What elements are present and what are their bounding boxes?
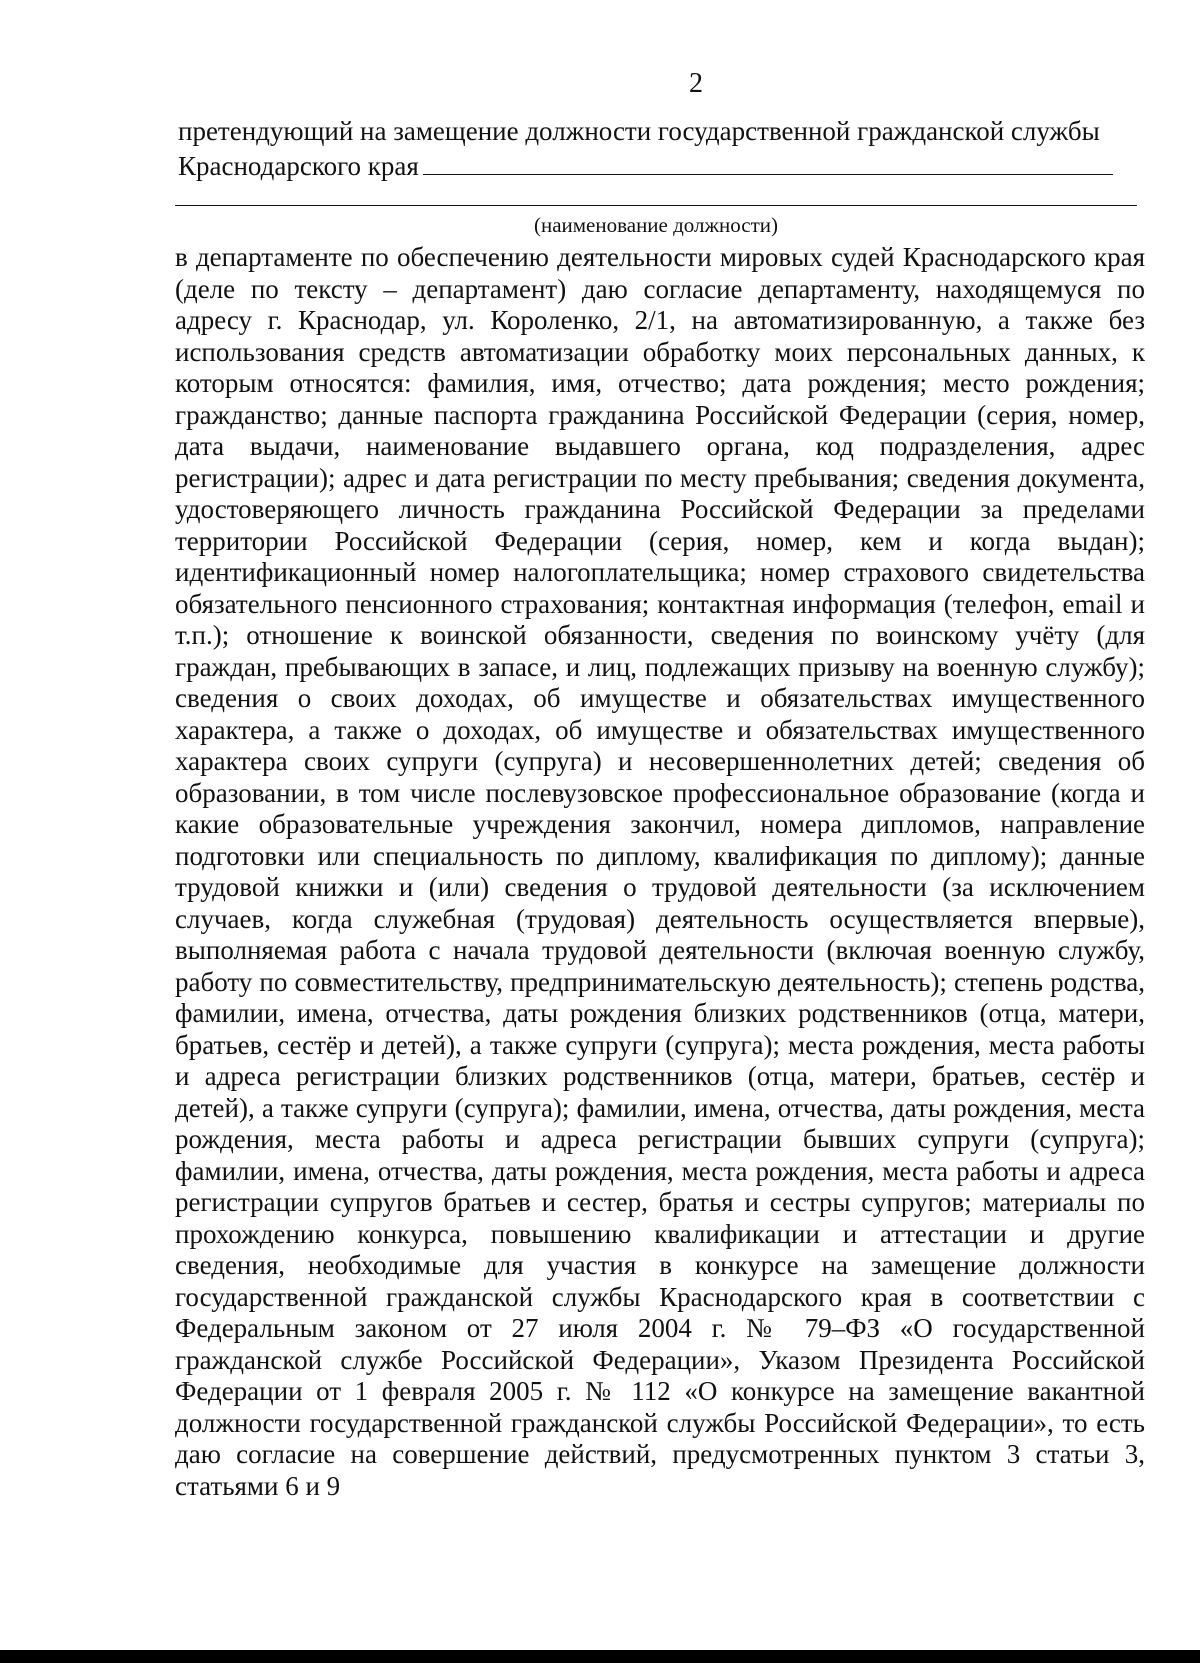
- consent-body-text: в департаменте по обеспечению деятельности мировых судей Краснодарского края (деле по тексту – департамент) даю согласие департаменту, находящемуся по адресу г. Краснодар, ул. Короленко, 2/1, на автоматизированную, а также без использования средств автоматизации обработку моих персональных данных, к которым относятся: фамилия, имя, отчество; дата рождения; место рождения; гражданство; данные паспорта гражданина Российской Федерации (серия, номер, дата выдачи, наименование выдавшего органа, код подразделения, адрес регистрации); адрес и дата регистрации по месту пребывания; сведения документа, удостоверяющего личность гражданина Российской Федерации за пределами территории Российской Федерации (серия, номер, кем и когда выдан); идентификационный номер налогоплательщика; номер страхового свидетельства обязательного пенсионного страхования; контактная информация (телефон, email и т.п.); отношение к воинской обязанности, сведения по воинскому учёту (для граждан, пребывающих в запасе, и лиц, подлежащих призыву на военную службу); сведения о своих доходах, об имуществе и обязательствах имущественного характера, а также о доходах, об имуществе и обязательствах имущественного характера своих супруги (супруга) и несовершеннолетних детей; сведения об образовании, в том числе послевузовское профессиональное образование (когда и какие образовательные учреждения закончил, номера дипломов, направление подготовки или специальность по диплому, квалификация по диплому); данные трудовой книжки и (или) сведения о трудовой деятельности (за исключением случаев, когда служебная (трудовая) деятельность осуществляется впервые), выполняемая работа с начала трудовой деятельности (включая военную службу, работу по совместительству, предпринимательскую деятельность); степень родства, фамилии, имена, отчества, даты рождения близких родственников (отца, матери, братьев, сестёр и детей), а также супруги (супруга); места рождения, места работы и адреса регистрации близких родственников (отца, матери, братьев, сестёр и детей), а также супруги (супруга); фамилии, имена, отчества, даты рождения, места рождения, места работы и адреса регистрации бывших супруги (супруга); фамилии, имена, отчества, даты рождения, места рождения, места работы и адреса регистрации супругов братьев и сестер, братья и сестры супругов; материалы по прохождению конкурса, повышению квалификации и аттестации и другие сведения, необходимые для участия в конкурсе на замещение должности государственной гражданской службы Краснодарского края в соответствии с Федеральным законом от 27 июля 2004 г. № 79–ФЗ «О государственной гражданской службе Российской Федерации», Указом Президента Российской Федерации от 1 февраля 2005 г. № 112 «О конкурсе на замещение вакантной должности государственной гражданской службы Российской Федерации», то есть даю согласие на совершение действий, предусмотренных пунктом 3 статьи 3, статьями 6 и 9: [175, 242, 1145, 1501]
- position-blank-line: [423, 150, 1113, 175]
- position-blank-rule: [175, 205, 1137, 206]
- scan-bottom-border: [0, 1650, 1200, 1663]
- page-number: 2: [689, 68, 703, 99]
- region-label: Краснодарского края: [178, 151, 419, 181]
- intro-paragraph: [178, 114, 1144, 184]
- intro-line-1: претендующий на замещение должности государственной гражданской службы: [178, 116, 1100, 146]
- position-caption: (наименование должности): [533, 213, 779, 237]
- intro-line-2: [178, 149, 1144, 184]
